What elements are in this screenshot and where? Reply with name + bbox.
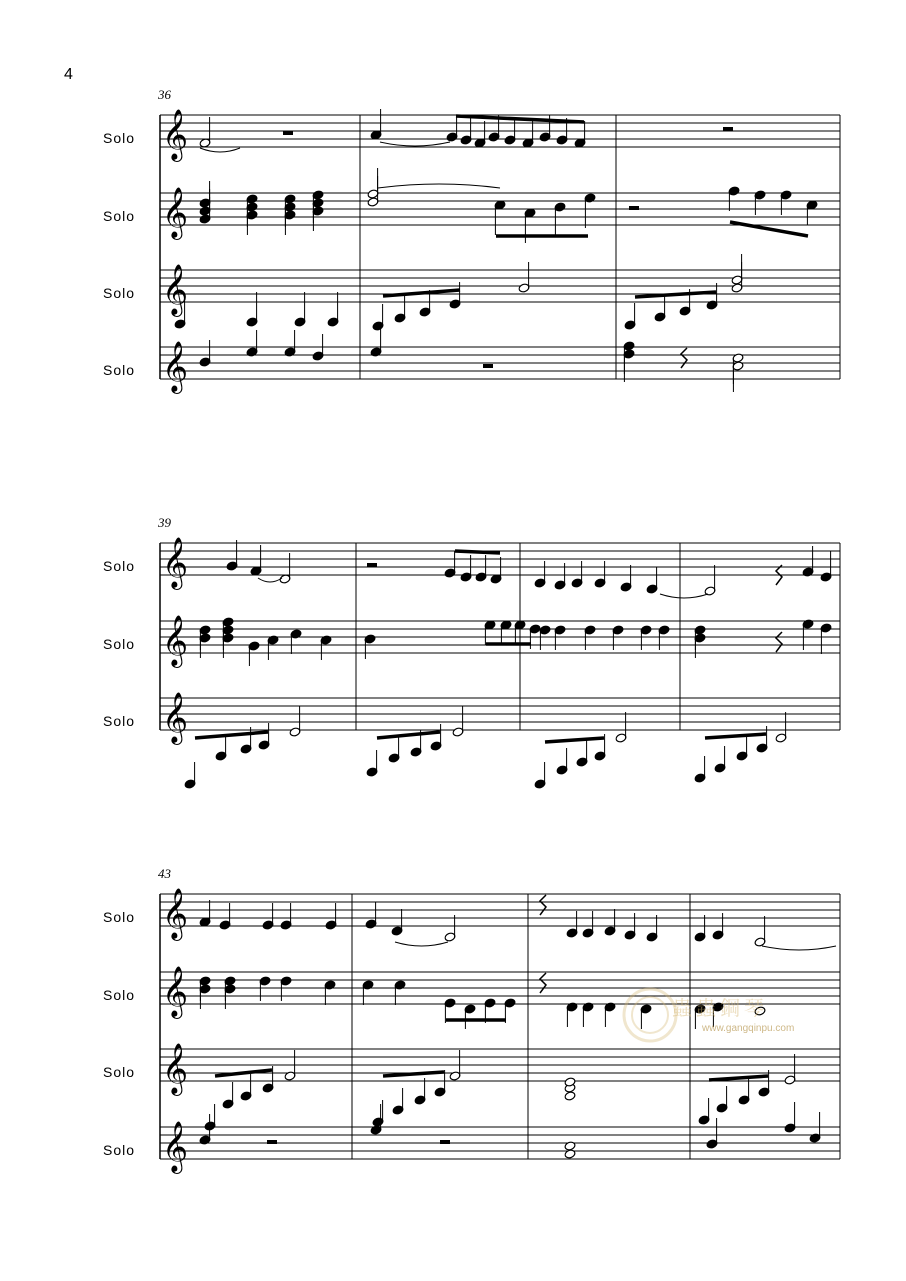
treble-clef-icon: 𝄞 — [162, 264, 189, 315]
beam — [455, 551, 500, 553]
staff-label: Solo — [103, 130, 136, 146]
rest — [283, 131, 293, 135]
notehead — [564, 1149, 576, 1159]
tie — [380, 142, 450, 146]
page-number: 4 — [64, 66, 73, 83]
beam — [730, 222, 808, 236]
beam — [709, 1076, 768, 1080]
beam — [705, 734, 766, 738]
tie — [200, 148, 240, 152]
quarter-rest — [540, 895, 546, 915]
notehead — [564, 1141, 576, 1151]
tie — [378, 184, 500, 188]
rest — [440, 1140, 450, 1144]
treble-clef-icon: 𝄞 — [162, 1121, 189, 1172]
staff-label: Solo — [103, 909, 136, 925]
treble-clef-icon: 𝄞 — [162, 187, 189, 238]
tie — [660, 594, 708, 598]
treble-clef-icon: 𝄞 — [162, 341, 189, 392]
treble-clef-icon: 𝄞 — [162, 615, 189, 666]
notehead — [564, 1091, 576, 1101]
measure-number: 36 — [158, 87, 171, 102]
quarter-rest — [776, 632, 782, 652]
staff-label: Solo — [103, 987, 136, 1003]
watermark-chinese: 蟲蟲鋼琴 — [672, 996, 768, 1020]
treble-clef-icon: 𝄞 — [162, 109, 189, 160]
staff-label: Solo — [103, 208, 136, 224]
rest — [367, 563, 377, 567]
staff-label: Solo — [103, 1064, 136, 1080]
rest — [629, 206, 639, 210]
staff-label: Solo — [103, 558, 136, 574]
staff-label: Solo — [103, 1142, 136, 1158]
measure-number: 39 — [158, 515, 171, 530]
rest — [483, 364, 493, 368]
treble-clef-icon: 𝄞 — [162, 1043, 189, 1094]
measure-number: 43 — [158, 866, 171, 881]
tie — [762, 946, 836, 950]
beam — [635, 292, 716, 297]
beam — [377, 732, 440, 738]
treble-clef-icon: 𝄞 — [162, 966, 189, 1017]
tie — [395, 942, 448, 946]
treble-clef-icon: 𝄞 — [162, 537, 189, 588]
quarter-rest — [540, 973, 546, 993]
quarter-rest — [681, 348, 687, 368]
staff-label: Solo — [103, 285, 136, 301]
beam — [545, 738, 604, 742]
staff-label: Solo — [103, 636, 136, 652]
rest — [267, 1140, 277, 1144]
beam — [456, 116, 584, 122]
staff-label: Solo — [103, 713, 136, 729]
staff-label: Solo — [103, 362, 136, 378]
treble-clef-icon: 𝄞 — [162, 692, 189, 743]
beam — [383, 290, 460, 296]
beam — [195, 732, 268, 738]
watermark-url: www.gangqinpu.com — [702, 1023, 795, 1034]
tie — [258, 578, 282, 582]
rest — [723, 127, 733, 131]
treble-clef-icon: 𝄞 — [162, 888, 189, 939]
